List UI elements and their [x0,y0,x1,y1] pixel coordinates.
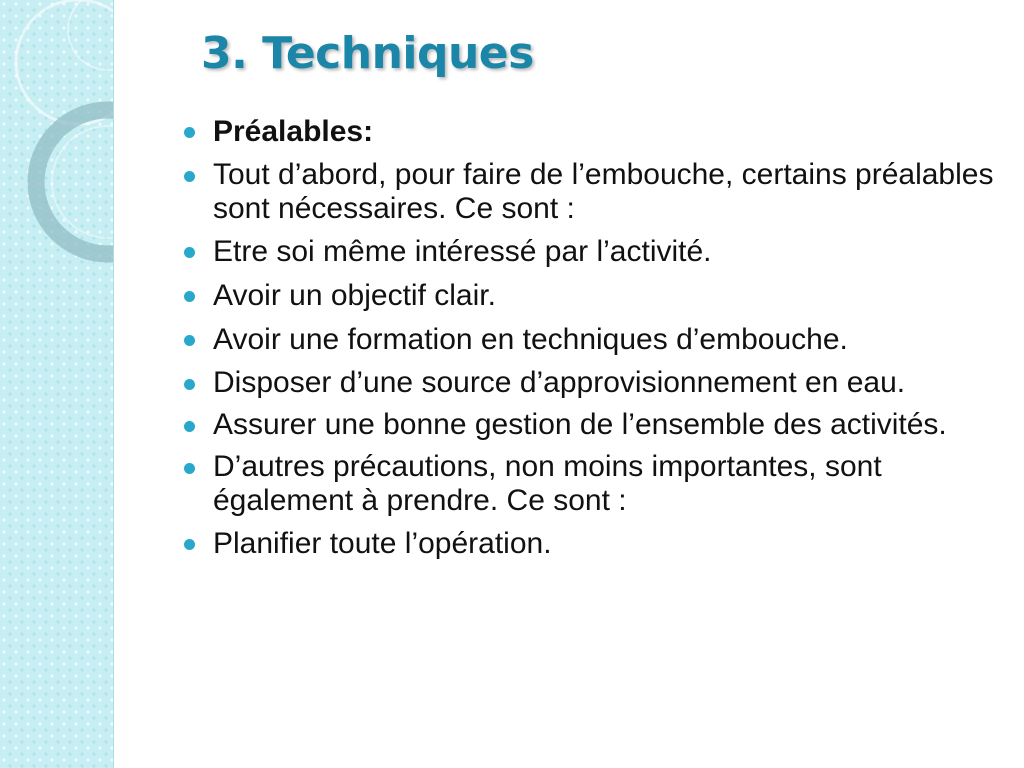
bullet-list [184,114,994,570]
bullet-item [184,366,994,400]
decorative-side-band [0,0,114,768]
bullet-text: Avoir un objectif clair. [213,279,496,312]
bullet-item [184,158,994,226]
bullet-text: Préalables: [213,115,374,148]
bullet-dot-icon [184,127,195,138]
bullet-item [184,450,994,518]
bullet-item [184,234,994,270]
bullet-text: D’autres précautions, non moins importantes, sont également à prendre. Ce sont : [213,450,882,517]
bullet-dot-icon [184,171,195,182]
bullet-item [184,322,994,358]
bullet-dot-icon [184,379,195,390]
bullet-text: Assurer une bonne gestion de l’ensemble des activités. [213,408,947,441]
bullet-dot-icon [184,291,195,302]
bullet-text: Disposer d’une source d’approvisionnement en eau. [213,366,906,399]
bullet-dot-icon [184,335,195,346]
slide-title: 3. Techniques [201,28,534,79]
bullet-text: Avoir une formation en techniques d’embouche. [213,323,848,356]
bullet-text: Planifier toute l’opération. [213,527,552,560]
bullet-dot-icon [184,463,195,474]
bullet-text: Tout d’abord, pour faire de l’embouche, certains préalables sont nécessaires. Ce sont : [213,158,994,225]
bullet-dot-icon [184,247,195,258]
bullet-item [184,114,994,150]
bullet-item [184,526,994,562]
bullet-item [184,278,994,314]
decorative-rings-graphic [0,0,113,768]
bullet-text: Etre soi même intéressé par l’activité. [213,235,712,268]
bullet-dot-icon [184,421,195,432]
bullet-dot-icon [184,539,195,550]
bullet-item [184,408,994,442]
